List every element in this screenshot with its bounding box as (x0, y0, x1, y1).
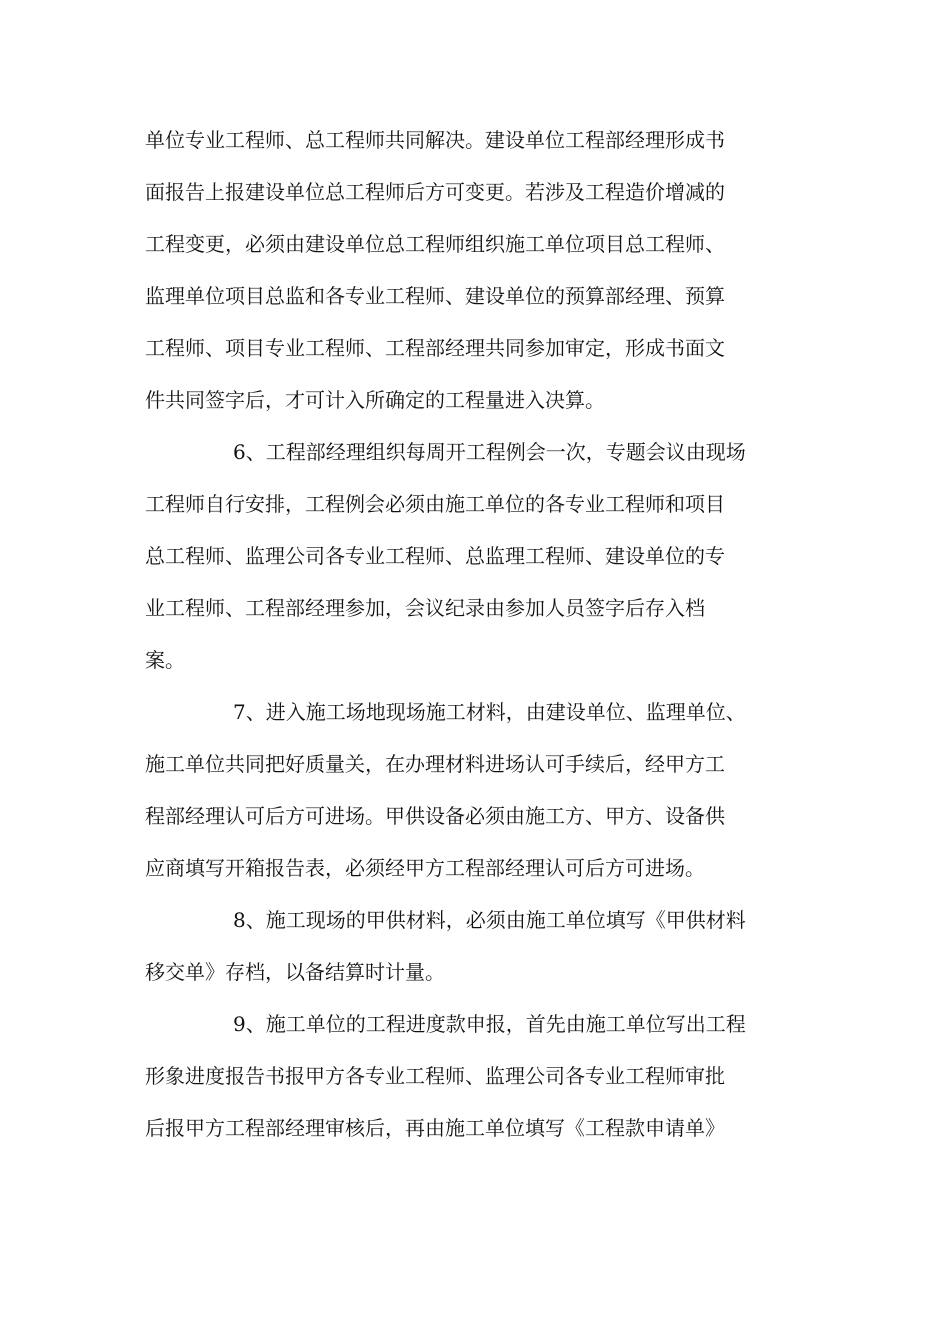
paragraph-first-line: 9、施工单位的工程进度款申报，首先由施工单位写出工程 (233, 1012, 746, 1036)
paragraph-line: 案。 (145, 648, 185, 672)
document-body (145, 114, 815, 1154)
paragraph-line: 工程师自行安排，工程例会必须由施工单位的各专业工程师和项目 (145, 492, 725, 516)
paragraph-line: 总工程师、监理公司各专业工程师、总监理工程师、建设单位的专 (145, 544, 725, 568)
paragraph-line: 施工单位共同把好质量关，在办理材料进场认可手续后，经甲方工 (145, 752, 725, 776)
paragraph-line: 单位专业工程师、总工程师共同解决。建设单位工程部经理形成书 (145, 128, 725, 152)
paragraph-first-line: 7、进入施工场地现场施工材料，由建设单位、监理单位、 (233, 700, 746, 724)
paragraph-line: 业工程师、工程部经理参加，会议纪录由参加人员签字后存入档 (145, 596, 705, 620)
paragraph-line: 程部经理认可后方可进场。甲供设备必须由施工方、甲方、设备供 (145, 804, 725, 828)
paragraph-line: 形象进度报告书报甲方各专业工程师、监理公司各专业工程师审批 (145, 1064, 725, 1088)
paragraph-first-line: 8、施工现场的甲供材料，必须由施工单位填写《甲供材料 (233, 908, 746, 932)
paragraph-line: 面报告上报建设单位总工程师后方可变更。若涉及工程造价增减的 (145, 180, 725, 204)
paragraph-line: 工程变更，必须由建设单位总工程师组织施工单位项目总工程师、 (145, 232, 725, 256)
paragraph-first-line: 6、工程部经理组织每周开工程例会一次，专题会议由现场 (233, 440, 746, 464)
paragraph-line: 移交单》存档，以备结算时计量。 (145, 960, 445, 984)
paragraph-line: 监理单位项目总监和各专业工程师、建设单位的预算部经理、预算 (145, 284, 725, 308)
paragraph-line: 工程师、项目专业工程师、工程部经理共同参加审定，形成书面文 (145, 336, 725, 360)
paragraph-line: 件共同签字后，才可计入所确定的工程量进入决算。 (145, 388, 605, 412)
paragraph-line: 应商填写开箱报告表，必须经甲方工程部经理认可后方可进场。 (145, 856, 705, 880)
paragraph-line: 后报甲方工程部经理审核后，再由施工单位填写《工程款申请单》 (145, 1116, 725, 1140)
